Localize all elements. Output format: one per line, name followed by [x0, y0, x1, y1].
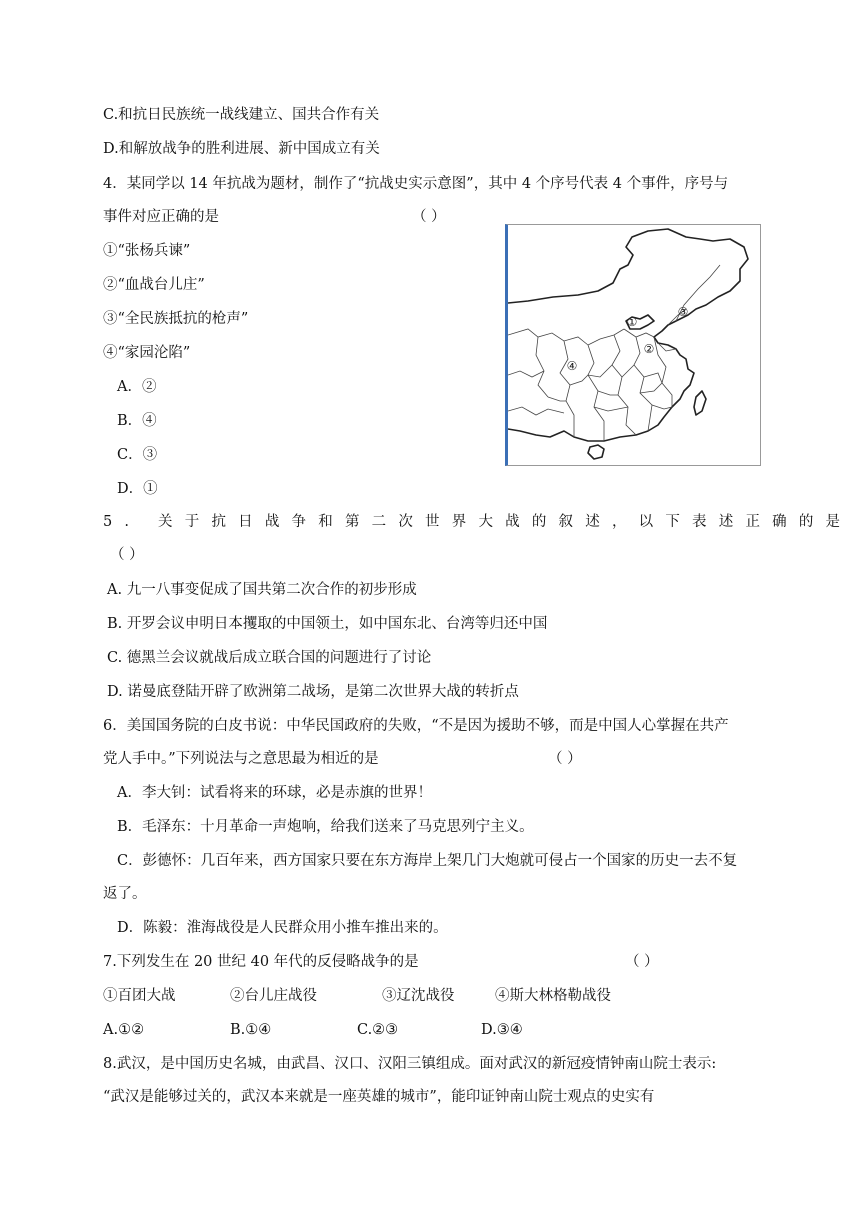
question-6-stem-cont: 党人手中。”下列说法与之意思最为相近的是 — [103, 751, 379, 767]
item-2-q4: ②“血战台儿庄” — [103, 277, 205, 293]
option-c-q5: C. 德黑兰会议就战后成立联合国的问题进行了讨论 — [107, 650, 432, 666]
map-marker-3: ③ — [677, 305, 689, 319]
item-1-q4: ①“张杨兵谏” — [103, 243, 191, 259]
china-map-outline — [508, 225, 761, 465]
option-b-q7: B.①④ — [230, 1022, 272, 1038]
question-5-stem: 5. 关于抗日战争和第二次世界大战的叙述，以下表述正确的是 — [103, 514, 853, 530]
option-a-q5: A. 九一八事变促成了国共第二次合作的初步形成 — [107, 582, 417, 598]
answer-bracket-q5: （ ） — [110, 547, 144, 563]
option-c-q6-cont: 返了。 — [103, 886, 147, 902]
item-2-q7: ②台儿庄战役 — [230, 988, 317, 1004]
option-a-q6: A．李大钊：试看将来的环球，必是赤旗的世界！ — [117, 785, 432, 801]
map-marker-2: ② — [643, 342, 655, 356]
option-d-q6: D．陈毅：淮海战役是人民群众用小推车推出来的。 — [117, 920, 448, 936]
map-marker-4: ④ — [566, 359, 578, 373]
answer-bracket-q6: （ ） — [548, 751, 582, 767]
option-b-q6: B．毛泽东：十月革命一声炮响，给我们送来了马克思列宁主义。 — [117, 819, 534, 835]
question-7-stem: 7.下列发生在 20 世纪 40 年代的反侵略战争的是 — [103, 954, 419, 970]
option-c-q3: C.和抗日民族统一战线建立、国共合作有关 — [103, 107, 380, 123]
answer-bracket-q7: （ ） — [625, 954, 659, 970]
option-d-q7: D.③④ — [481, 1022, 523, 1038]
item-4-q7: ④斯大林格勒战役 — [495, 988, 611, 1004]
item-3-q4: ③“全民族抵抗的枪声” — [103, 311, 249, 327]
map-marker-1: ① — [626, 315, 638, 329]
item-1-q7: ①百团大战 — [103, 988, 176, 1004]
option-a-q4: A．② — [117, 379, 157, 395]
question-8-stem: 8.武汉，是中国历史名城，由武昌、汉口、汉阳三镇组成。面对武汉的新冠疫情钟南山院士表示: — [103, 1056, 717, 1072]
question-6-stem: 6．美国国务院的白皮书说：中华民国政府的失败，“不是因为援助不够，而是中国人心掌握在共产 — [103, 718, 729, 734]
question-8-stem-cont: “武汉是能够过关的，武汉本来就是一座英雄的城市”，能印证钟南山院士观点的史实有 — [103, 1089, 655, 1105]
option-c-q7: C.②③ — [357, 1022, 399, 1038]
question-4-stem-cont: 事件对应正确的是 — [103, 209, 219, 225]
option-a-q7: A.①② — [103, 1022, 145, 1038]
option-d-q4: D．① — [117, 481, 158, 497]
option-b-q4: B．④ — [117, 413, 157, 429]
option-c-q4: C．③ — [117, 447, 158, 463]
question-4-stem: 4．某同学以 14 年抗战为题材，制作了“抗战史实示意图”，其中 4 个序号代表 4 个事件，序号与 — [103, 176, 729, 192]
option-d-q3: D.和解放战争的胜利进展、新中国成立有关 — [103, 141, 380, 157]
option-c-q6: C．彭德怀：几百年来，西方国家只要在东方海岸上架几门大炮就可侵占一个国家的历史一去不复 — [117, 853, 738, 869]
answer-bracket-q4: （ ） — [412, 209, 446, 225]
china-map-figure — [505, 224, 761, 466]
option-b-q5: B. 开罗会议申明日本攫取的中国领土，如中国东北、台湾等归还中国 — [107, 616, 548, 632]
option-d-q5: D. 诺曼底登陆开辟了欧洲第二战场，是第二次世界大战的转折点 — [107, 684, 519, 700]
item-4-q4: ④“家园沦陷” — [103, 345, 191, 361]
item-3-q7: ③辽沈战役 — [382, 988, 455, 1004]
